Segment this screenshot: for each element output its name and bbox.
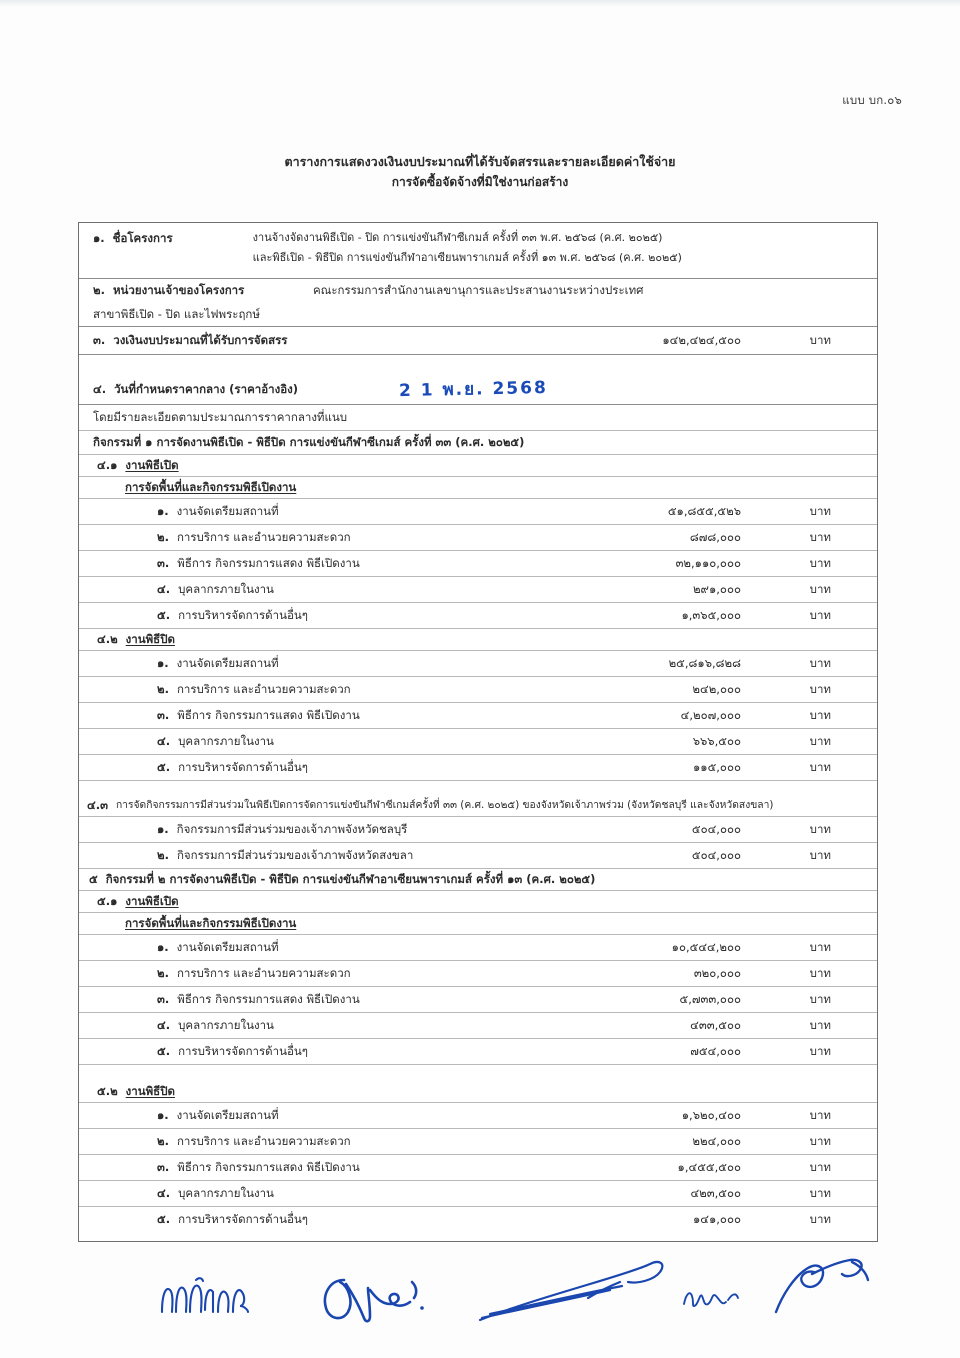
- line-item-number: ๕.: [157, 607, 171, 622]
- project-name-line-2: และพิธีเปิด - พิธีปิด การแข่งขันกีฬาอาเซียนพาราเกมส์ ครั้งที่ ๑๓ พ.ศ. ๒๕๖๘ (ค.ศ. ๒๐๒๕): [252, 250, 682, 264]
- item-2-label: หน่วยงานเจ้าของโครงการ: [112, 283, 245, 298]
- group-52-title: งานพิธีปิด: [125, 1083, 175, 1098]
- group-51-number: ๕.๑: [97, 893, 118, 908]
- line-item-unit: บาท: [809, 821, 831, 836]
- line-item-label: การบริหารจัดการด้านอื่นๆ: [178, 1212, 308, 1227]
- item-4-label: วันที่กำหนดราคากลาง (ราคาอ้างอิง): [114, 381, 298, 396]
- page-title: [0, 152, 960, 192]
- signature-4: [678, 1272, 748, 1314]
- group-52-number: ๕.๒: [97, 1083, 118, 1098]
- table-row: [79, 987, 877, 1013]
- line-item-amount: ๕๐๔,๐๐๐: [691, 821, 741, 836]
- line-item-number: ๔.: [157, 1185, 171, 1200]
- item-4-note: โดยมีรายละเอียดตามประมาณการราคากลางที่แนบ: [93, 409, 348, 424]
- line-item-unit: บาท: [809, 1133, 831, 1148]
- table-row: [79, 703, 877, 729]
- line-item-number: ๑.: [157, 939, 169, 954]
- row-median-price-note: [79, 405, 877, 431]
- signature-3: [470, 1252, 680, 1332]
- line-item-unit: บาท: [809, 681, 831, 696]
- line-item-unit: บาท: [809, 581, 831, 596]
- line-item-amount: ๑๔๑,๐๐๐: [692, 1212, 741, 1227]
- line-item-unit: บาท: [809, 555, 831, 570]
- line-item-number: ๒.: [157, 1133, 169, 1148]
- line-item-label: พิธีการ กิจกรรมการแสดง พิธีเปิดงาน: [177, 707, 360, 722]
- row-activity-2-header: [79, 869, 877, 891]
- line-item-label: การบริหารจัดการด้านอื่นๆ: [178, 759, 308, 774]
- date-stamp: 2 1 พ.ย. 2568: [398, 377, 548, 401]
- line-item-label: กิจกรรมการมีส่วนร่วมของเจ้าภาพจังหวัดสงขลา: [176, 847, 414, 862]
- table-row: [79, 677, 877, 703]
- line-item-number: ๑.: [157, 503, 169, 518]
- line-item-amount: ๔,๒๐๗,๐๐๐: [680, 707, 741, 722]
- line-item-number: ๓.: [157, 555, 170, 570]
- line-item-label: การบริหารจัดการด้านอื่นๆ: [178, 1043, 308, 1058]
- row-group-43-header: [79, 795, 877, 817]
- line-item-number: ๑.: [157, 1107, 169, 1122]
- line-item-number: ๕.: [157, 1043, 171, 1058]
- table-row: [79, 551, 877, 577]
- table-row: [79, 843, 877, 869]
- line-item-label: พิธีการ กิจกรรมการแสดง พิธีเปิดงาน: [177, 555, 360, 570]
- line-item-number: ๒.: [157, 529, 169, 544]
- table-row: [79, 577, 877, 603]
- line-item-unit: บาท: [809, 1043, 831, 1058]
- line-item-amount: ๒๙๑,๐๐๐: [692, 581, 741, 596]
- line-item-number: ๑.: [157, 821, 169, 836]
- line-item-unit: บาท: [809, 707, 831, 722]
- line-item-label: งานจัดเตรียมสถานที่: [176, 655, 279, 670]
- group-42-title: งานพิธีปิด: [125, 631, 175, 646]
- line-item-label: การบริการ และอำนวยความสะดวก: [176, 529, 351, 544]
- item-2-value: คณะกรรมการสำนักงานเลขานุการและประสานงานระหว่างประเทศ: [312, 283, 644, 298]
- row-activity-1-header: [79, 431, 877, 455]
- line-item-amount: ๗๕๔,๐๐๐: [690, 1043, 741, 1058]
- line-item-label: งานจัดเตรียมสถานที่: [176, 1107, 279, 1122]
- row-allocated-budget: [79, 327, 877, 355]
- line-item-label: การบริหารจัดการด้านอื่นๆ: [178, 607, 308, 622]
- row-group-41-title: [79, 455, 877, 477]
- table-row: [79, 1207, 877, 1233]
- line-item-amount: ๑๐,๕๔๔,๒๐๐: [671, 939, 741, 954]
- item-1-number: ๑.: [93, 231, 105, 245]
- line-item-label: งานจัดเตรียมสถานที่: [176, 503, 279, 518]
- line-item-unit: บาท: [809, 759, 831, 774]
- scan-edge: [0, 0, 960, 7]
- table-row: [79, 651, 877, 677]
- main-table-frame: [78, 222, 878, 1242]
- group-43-number: ๔.๓: [87, 797, 108, 812]
- group-51-subtitle: การจัดพื้นที่และกิจกรรมพิธีเปิดงาน: [125, 915, 297, 930]
- line-item-label: งานจัดเตรียมสถานที่: [176, 939, 279, 954]
- item-1-label: ชื่อโครงการ: [112, 231, 173, 245]
- line-item-amount: ๓๒๐,๐๐๐: [693, 965, 741, 980]
- row-owner-agency: [79, 279, 877, 303]
- table-row: [79, 1181, 877, 1207]
- line-item-label: บุคลากรภายในงาน: [178, 733, 274, 748]
- item-3-unit: บาท: [809, 332, 831, 347]
- item-3-number: ๓.: [93, 332, 106, 347]
- line-item-number: ๔.: [157, 1017, 171, 1032]
- line-item-label: พิธีการ กิจกรรมการแสดง พิธีเปิดงาน: [177, 1159, 360, 1174]
- table-row: [79, 1013, 877, 1039]
- row-gap-1: [79, 355, 877, 375]
- line-item-number: ๓.: [157, 991, 170, 1006]
- line-item-unit: บาท: [809, 991, 831, 1006]
- line-item-amount: ๕,๗๓๓,๐๐๐: [679, 991, 741, 1006]
- line-item-amount: ๑,๔๕๕,๕๐๐: [677, 1159, 741, 1174]
- project-name-line-1: งานจ้างจัดงานพิธีเปิด - ปิด การแข่งขันกีฬาซีเกมส์ ครั้งที่ ๓๓ พ.ศ. ๒๕๖๘ (ค.ศ. ๒๐๒๕): [252, 231, 663, 244]
- row-group-51-title: [79, 891, 877, 913]
- line-item-number: ๕.: [157, 1212, 171, 1227]
- item-1-value: [253, 231, 682, 266]
- line-item-unit: บาท: [809, 733, 831, 748]
- line-item-label: การบริการ และอำนวยความสะดวก: [176, 1133, 351, 1148]
- title-line-2: การจัดซื้อจัดจ้างที่มิใช่งานก่อสร้าง: [391, 174, 569, 189]
- line-item-unit: บาท: [809, 655, 831, 670]
- group-51-title: งานพิธีเปิด: [125, 893, 179, 908]
- line-item-number: ๔.: [157, 733, 171, 748]
- line-item-amount: ๒๒๔,๐๐๐: [692, 1133, 741, 1148]
- line-item-unit: บาท: [809, 965, 831, 980]
- line-item-unit: บาท: [809, 1017, 831, 1032]
- table-row: [79, 1103, 877, 1129]
- line-item-number: ๒.: [157, 681, 169, 696]
- row-group-41-subtitle: [79, 477, 877, 499]
- line-item-unit: บาท: [809, 847, 831, 862]
- line-item-number: ๔.: [157, 581, 171, 596]
- table-row: [79, 1155, 877, 1181]
- form-code: แบบ บก.๐๖: [842, 93, 902, 107]
- line-item-label: การบริการ และอำนวยความสะดวก: [176, 681, 351, 696]
- line-item-unit: บาท: [809, 529, 831, 544]
- line-item-label: พิธีการ กิจกรรมการแสดง พิธีเปิดงาน: [177, 991, 360, 1006]
- line-item-label: บุคลากรภายในงาน: [178, 1017, 274, 1032]
- item-4-number: ๔.: [93, 381, 107, 396]
- line-item-number: ๒.: [157, 965, 169, 980]
- line-item-amount: ๖๖๖,๕๐๐: [692, 733, 741, 748]
- signature-area: [78, 1250, 898, 1350]
- table-rows: [79, 223, 877, 1241]
- line-item-label: กิจกรรมการมีส่วนร่วมของเจ้าภาพจังหวัดชลบุรี: [176, 821, 408, 836]
- line-item-amount: ๒๕,๘๑๖,๘๒๘: [668, 655, 741, 670]
- table-row: [79, 961, 877, 987]
- row-group-51-subtitle: [79, 913, 877, 935]
- line-item-label: บุคลากรภายในงาน: [178, 581, 274, 596]
- line-item-number: ๒.: [157, 847, 169, 862]
- line-item-unit: บาท: [809, 1212, 831, 1227]
- line-item-amount: ๔๒๓,๕๐๐: [690, 1185, 741, 1200]
- item-3-label: วงเงินงบประมาณที่ได้รับการจัดสรร: [113, 332, 288, 347]
- line-item-unit: บาท: [809, 503, 831, 518]
- row-gap-3: [79, 1065, 877, 1081]
- group-41-subtitle: การจัดพื้นที่และกิจกรรมพิธีเปิดงาน: [125, 479, 297, 494]
- line-item-amount: ๑,๖๒๐,๔๐๐: [681, 1107, 741, 1122]
- table-row: [79, 935, 877, 961]
- item-2-number: ๒.: [93, 283, 105, 298]
- line-item-amount: ๑,๓๖๕,๐๐๐: [681, 607, 741, 622]
- line-item-number: ๕.: [157, 759, 171, 774]
- table-row: [79, 525, 877, 551]
- table-row: [79, 729, 877, 755]
- signature-2: [316, 1268, 446, 1326]
- group-41-title: งานพิธีเปิด: [125, 457, 179, 472]
- signature-5: [768, 1256, 888, 1318]
- group-42-number: ๔.๒: [97, 631, 118, 646]
- line-item-amount: ๑๑๕,๐๐๐: [692, 759, 741, 774]
- line-item-amount: ๓๒,๑๑๐,๐๐๐: [675, 555, 741, 570]
- row-median-price-date: [79, 375, 877, 405]
- line-item-unit: บาท: [809, 1185, 831, 1200]
- activity-1-header: กิจกรรมที่ ๑ การจัดงานพิธีเปิด - พิธีปิด การแข่งขันกีฬาซีเกมส์ ครั้งที่ ๓๓ (ค.ศ. ๒๐๒๕): [93, 434, 525, 449]
- row-gap-2: [79, 781, 877, 795]
- item-2-value-line-2: สาขาพิธีเปิด - ปิด และไฟพระฤกษ์: [93, 306, 260, 321]
- line-item-amount: ๘๗๘,๐๐๐: [689, 529, 741, 544]
- line-item-amount: ๔๓๓,๕๐๐: [690, 1017, 741, 1032]
- line-item-unit: บาท: [809, 607, 831, 622]
- line-item-amount: ๕๐๔,๐๐๐: [691, 847, 741, 862]
- line-item-number: ๓.: [157, 1159, 170, 1174]
- line-item-amount: ๒๔๒,๐๐๐: [692, 681, 741, 696]
- group-43-header: การจัดกิจกรรมการมีส่วนร่วมในพิธีเปิดการจัดการแข่งขันกีฬาซีเกมส์ครั้งที่ ๓๓ (ค.ศ. ๒๐๒๕) ของจังหวัดเจ้าภาพร่วม (จังหวัดชลบุรี และจังหวัดสงขลา): [115, 798, 774, 811]
- line-item-label: การบริการ และอำนวยความสะดวก: [176, 965, 351, 980]
- line-item-label: บุคลากรภายในงาน: [178, 1185, 274, 1200]
- line-item-unit: บาท: [809, 939, 831, 954]
- activity-2-header: กิจกรรมที่ ๒ การจัดงานพิธีเปิด - พิธีปิด การแข่งขันกีฬาอาเซียนพาราเกมส์ ครั้งที่ ๑๓ (ค.ศ. ๒๐๒๕): [105, 871, 596, 886]
- activity-2-number: ๕: [89, 871, 98, 886]
- line-item-unit: บาท: [809, 1107, 831, 1122]
- line-item-number: ๑.: [157, 655, 169, 670]
- table-row: [79, 1039, 877, 1065]
- item-3-amount: ๑๔๒,๔๒๔,๕๐๐: [662, 332, 741, 347]
- table-row: [79, 755, 877, 781]
- table-row: [79, 603, 877, 629]
- table-row: [79, 1129, 877, 1155]
- row-project-name: [79, 223, 877, 279]
- row-owner-agency-branch: [79, 303, 877, 327]
- group-41-number: ๔.๑: [97, 457, 118, 472]
- line-item-amount: ๕๑,๘๕๕,๕๒๖: [667, 503, 741, 518]
- table-row: [79, 817, 877, 843]
- row-group-52-title: [79, 1081, 877, 1103]
- table-row: [79, 499, 877, 525]
- line-item-number: ๓.: [157, 707, 170, 722]
- row-group-42-title: [79, 629, 877, 651]
- signature-1: [156, 1272, 266, 1318]
- title-line-1: ตารางการแสดงวงเงินงบประมาณที่ได้รับจัดสรรและรายละเอียดค่าใช้จ่าย: [284, 154, 676, 169]
- line-item-unit: บาท: [809, 1159, 831, 1174]
